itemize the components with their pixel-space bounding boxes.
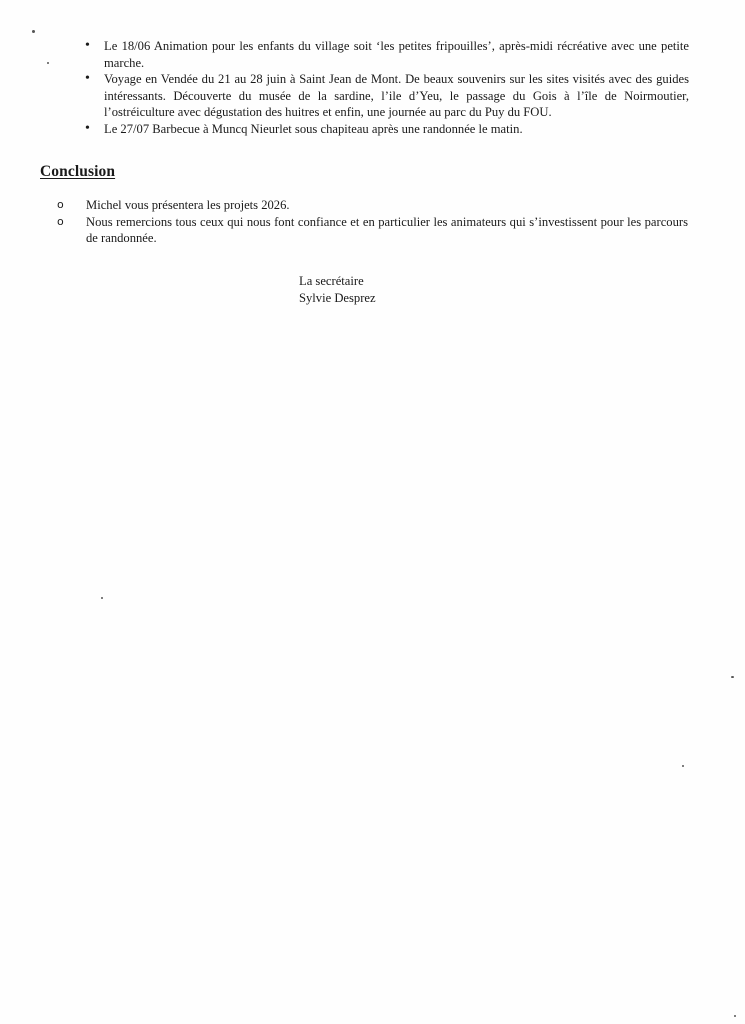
scan-speck (682, 765, 684, 767)
scan-speck (734, 1015, 736, 1017)
circle-bullet-icon: o (57, 198, 64, 211)
conclusion-item (57, 197, 688, 214)
activity-item: • Le 18/06 Animation pour les enfants du village soit ‘les petites fripouilles’, après-midi récréative avec une petite marche. (104, 38, 689, 71)
activities-list (104, 38, 689, 137)
conclusion-item-text: Nous remercions tous ceux qui nous font confiance et en particulier les animateurs qui s’investissent pour les parcours de randonnée. (86, 214, 688, 245)
scan-speck (731, 676, 734, 678)
conclusion-list (57, 197, 688, 247)
signature-name: Sylvie Desprez (299, 290, 376, 305)
activity-item: • Le 27/07 Barbecue à Muncq Nieurlet sous chapiteau après une randonnée le matin. (104, 121, 689, 138)
signature-block (299, 273, 376, 306)
activity-item: • Voyage en Vendée du 21 au 28 juin à Saint Jean de Mont. De beaux souvenirs sur les sites visités avec des guides intéressants. Découverte du musée de la sardine, l’ile d’Yeu, le passage du Gois à l’île de Noirmoutier, l’ostréiculture avec dégustation des huitres et enfin, une journée au parc du Puy du FOU. (104, 71, 689, 121)
signature-role: La secrétaire (299, 274, 364, 288)
scan-speck (32, 30, 35, 33)
circle-bullet-icon: o (57, 214, 64, 228)
scan-speck (47, 62, 49, 64)
scan-speck (101, 597, 103, 599)
conclusion-item-text: Michel vous présentera les projets 2026. (86, 198, 290, 212)
conclusion-item (57, 214, 688, 247)
conclusion-heading: Conclusion (40, 163, 116, 180)
